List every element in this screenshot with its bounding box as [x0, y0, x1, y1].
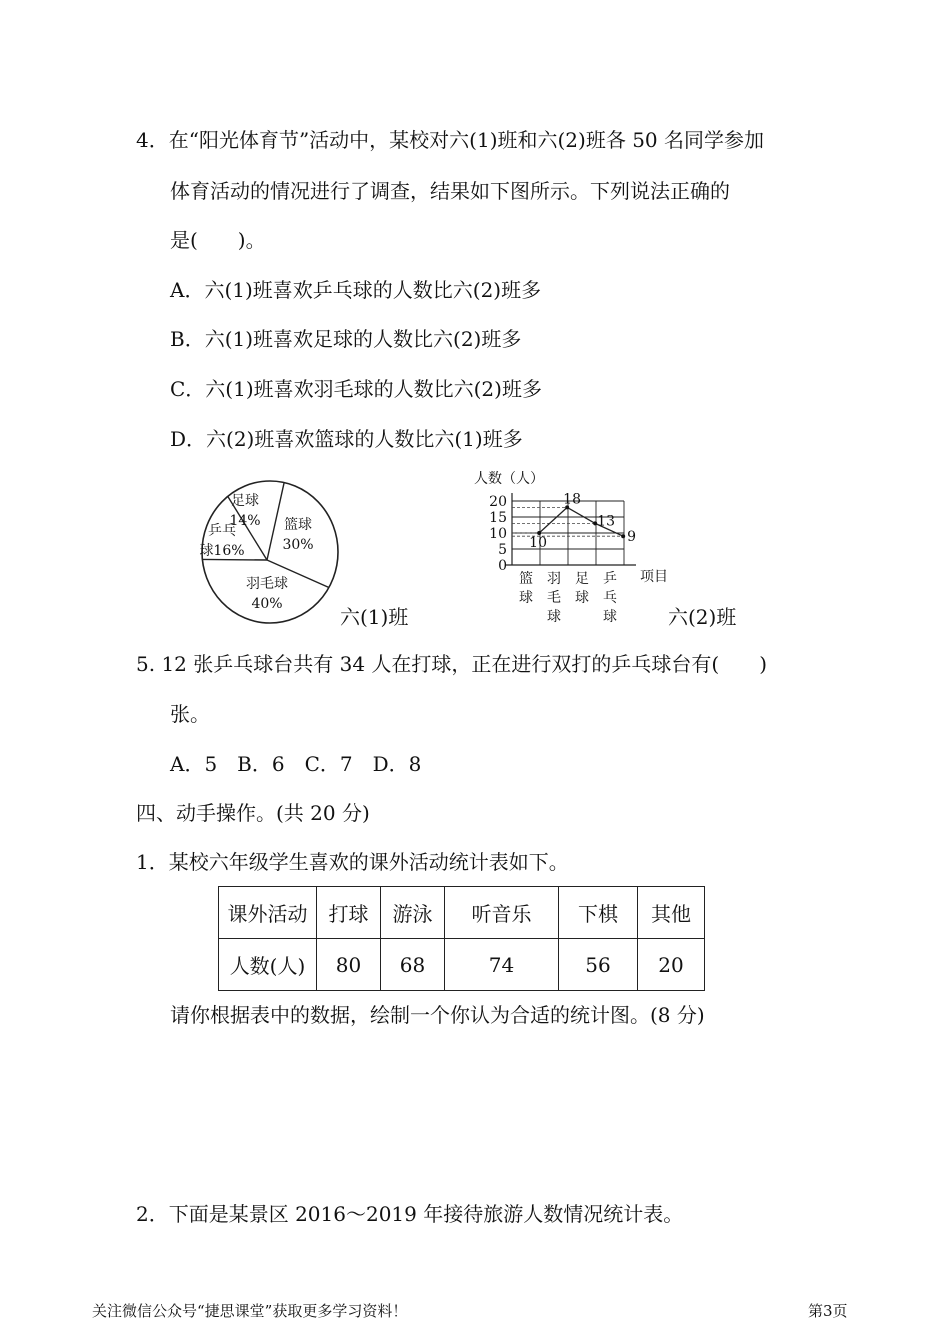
- y-tick-label: 20: [489, 494, 507, 510]
- pie-label-pingpong-name: 乒乓: [208, 523, 236, 539]
- q4-option-b: B．六(1)班喜欢足球的人数比六(2)班多: [170, 327, 522, 351]
- x-category-label: 乒: [603, 571, 617, 587]
- data-label: 18: [563, 491, 581, 508]
- table-row: [219, 887, 705, 939]
- pie-label-basketball-pct: 30%: [282, 537, 314, 553]
- activity-table: [218, 886, 705, 991]
- y-tick-label: 10: [489, 526, 507, 542]
- table-header-cell: 下棋: [559, 887, 638, 939]
- pie-label-badminton-name: 羽毛球: [246, 576, 288, 592]
- x-category-label: 球: [603, 609, 617, 625]
- table-row: [219, 939, 705, 991]
- x-category-label: 球: [519, 590, 533, 606]
- page-number: 第3页: [808, 1302, 848, 1320]
- q5-options: A．5 B．6 C．7 D．8: [170, 752, 422, 776]
- q4-stem-line2: 体育活动的情况进行了调查，结果如下图所示。下列说法正确的: [170, 179, 730, 203]
- table-cell: 20: [638, 939, 705, 991]
- data-point: [621, 534, 625, 538]
- q5-stem-line2: 张。: [170, 702, 210, 726]
- pie-label-football-pct: 14%: [229, 513, 261, 529]
- q4-stem-line3: 是( )。: [170, 228, 266, 252]
- table-header-cell: 打球: [317, 887, 381, 939]
- line-chart-class-6-2: [470, 465, 680, 630]
- line-chart-caption: 六(2)班: [668, 605, 737, 629]
- y-tick-label: 15: [489, 510, 507, 526]
- line-chart-ylabel: 人数（人）: [474, 471, 544, 487]
- footer-promo: 关注微信公众号“捷思课堂”获取更多学习资料！: [92, 1302, 408, 1320]
- x-category-label: 球: [575, 590, 589, 606]
- pie-label-basketball-name: 篮球: [284, 517, 312, 533]
- x-category-label: 篮: [519, 571, 533, 587]
- s4-q1-instruction: 请你根据表中的数据，绘制一个你认为合适的统计图。(8 分): [170, 1003, 705, 1027]
- pie-slice-boundary: [202, 559, 267, 560]
- data-label: 9: [627, 529, 637, 546]
- x-category-label: 乓: [603, 590, 617, 606]
- line-chart-xlabel: 项目: [640, 569, 668, 585]
- x-category-label: 羽: [547, 571, 561, 587]
- section-heading: 四、动手操作。(共 20 分): [136, 801, 370, 825]
- pie-label-football-name: 足球: [231, 493, 259, 509]
- q4-stem-line1: 4．在“阳光体育节”活动中，某校对六(1)班和六(2)班各 50 名同学参加: [136, 128, 764, 152]
- table-cell: 人数(人): [219, 939, 317, 991]
- table-cell: 56: [559, 939, 638, 991]
- pie-label-pingpong-pct: 球16%: [199, 543, 245, 559]
- y-tick-label: 5: [498, 542, 507, 558]
- s4-q1-text: 1．某校六年级学生喜欢的课外活动统计表如下。: [136, 850, 569, 874]
- pie-caption: 六(1)班: [340, 605, 409, 629]
- s4-q2-text: 2．下面是某景区 2016～2019 年接待旅游人数情况统计表。: [136, 1202, 684, 1226]
- data-label: 13: [597, 513, 615, 530]
- table-header-cell: 听音乐: [445, 887, 559, 939]
- pie-chart-class-6-1: [195, 480, 345, 625]
- q5-stem-line1: 5. 12 张乒乓球台共有 34 人在打球，正在进行双打的乒乓球台有( ): [136, 652, 768, 676]
- table-header-cell: 其他: [638, 887, 705, 939]
- q4-option-d: D．六(2)班喜欢篮球的人数比六(1)班多: [170, 427, 523, 451]
- x-category-label: 毛: [547, 590, 561, 606]
- q4-option-c: C．六(1)班喜欢羽毛球的人数比六(2)班多: [170, 377, 542, 401]
- table-cell: 74: [445, 939, 559, 991]
- q4-option-a: A．六(1)班喜欢乒乓球的人数比六(2)班多: [170, 278, 542, 302]
- table-cell: 80: [317, 939, 381, 991]
- y-tick-label: 0: [498, 558, 507, 574]
- x-category-label: 足: [575, 571, 589, 587]
- data-label: 10: [529, 535, 547, 551]
- table-cell: 68: [381, 939, 445, 991]
- x-category-label: 球: [547, 609, 561, 625]
- table-header-cell: 课外活动: [219, 887, 317, 939]
- table-header-cell: 游泳: [381, 887, 445, 939]
- pie-label-badminton-pct: 40%: [251, 596, 283, 612]
